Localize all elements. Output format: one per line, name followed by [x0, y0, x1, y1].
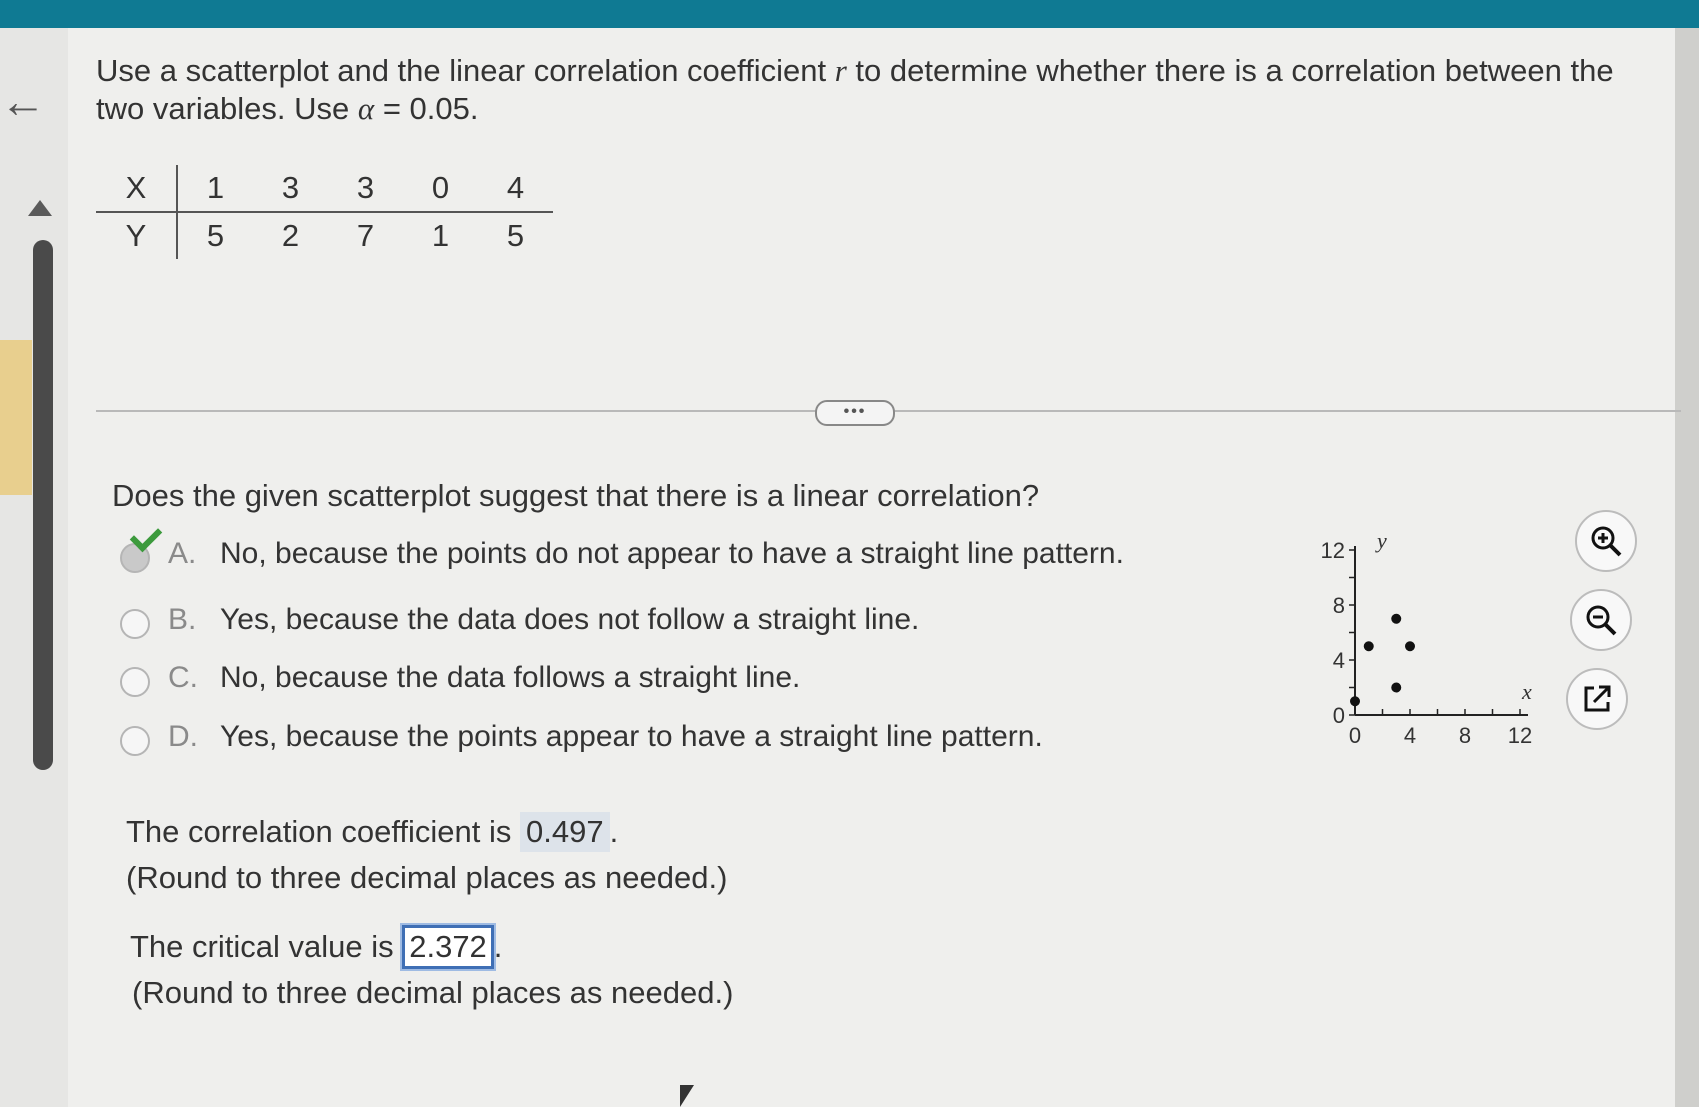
correlation-note: (Round to three decimal places as needed.): [126, 860, 728, 895]
mouse-cursor-icon: [680, 1085, 694, 1107]
row-header-x: X: [96, 165, 177, 212]
table-cell: 2: [281, 218, 300, 253]
table-cell: 0: [403, 165, 478, 212]
scroll-up-icon[interactable]: [28, 200, 52, 216]
critical-note: (Round to three decimal places as needed.): [132, 975, 734, 1010]
back-arrow-icon[interactable]: ←: [0, 75, 46, 127]
side-tab[interactable]: [0, 340, 32, 495]
x-tick-label: 12: [1507, 723, 1533, 748]
data-point: [1350, 696, 1360, 706]
prompt-text: Does the given scatterplot suggest that there is a linear correlation?: [112, 478, 1040, 513]
scatterplot: [1310, 525, 1550, 765]
radio-b[interactable]: [120, 609, 150, 639]
open-external-button[interactable]: [1566, 668, 1628, 730]
scrollbar[interactable]: [33, 240, 53, 770]
zoom-in-icon: [1589, 524, 1623, 558]
table-cell: 5: [506, 218, 525, 253]
x-tick-label: 4: [1403, 723, 1417, 748]
table-cell: 4: [478, 165, 553, 212]
alpha-symbol: α: [357, 91, 375, 126]
correlation-value: 0.497: [520, 812, 610, 852]
external-link-icon: [1580, 682, 1614, 716]
table-cell: 5: [206, 218, 225, 253]
r-symbol: r: [834, 53, 847, 88]
panel-edge: [1675, 28, 1699, 1107]
y-tick-label: 8: [1332, 593, 1345, 618]
table-cell: 1: [431, 218, 450, 253]
data-point: [1391, 683, 1401, 693]
top-bar: [0, 0, 1699, 28]
table-cell: 3: [328, 165, 403, 212]
radio-d[interactable]: [120, 726, 150, 756]
question-text: Use a scatterplot and the linear correlation coefficient r to determine whether there is a correlation between the two variables. Use α = 0.05.: [96, 53, 1614, 126]
correlation-answer: The correlation coefficient is 0.497 .: [126, 812, 618, 852]
critical-answer: The critical value is 2.372 .: [130, 925, 502, 969]
data-point: [1391, 614, 1401, 624]
y-axis-label: y: [1377, 528, 1387, 553]
table-cell: 1: [177, 165, 253, 212]
zoom-out-icon: [1584, 603, 1618, 637]
x-tick-label: 8: [1458, 723, 1472, 748]
zoom-out-button[interactable]: [1570, 589, 1632, 651]
y-tick-label: 0: [1332, 703, 1345, 728]
table-row-x: [96, 165, 553, 212]
zoom-in-button[interactable]: [1575, 510, 1637, 572]
table-cell: 3: [253, 165, 328, 212]
x-tick-label: 0: [1348, 723, 1362, 748]
row-header-y: Y: [96, 212, 177, 259]
radio-c[interactable]: [120, 667, 150, 697]
critical-value-input[interactable]: 2.372: [402, 925, 494, 969]
table-row-y: [96, 212, 553, 259]
expand-more-button[interactable]: •••: [815, 400, 895, 426]
data-point: [1364, 641, 1374, 651]
y-tick-label: 12: [1320, 538, 1345, 563]
table-cell: 7: [356, 218, 375, 253]
data-point: [1405, 641, 1415, 651]
data-table: [96, 165, 553, 259]
x-axis-label: x: [1522, 679, 1532, 704]
y-tick-label: 4: [1332, 648, 1345, 673]
